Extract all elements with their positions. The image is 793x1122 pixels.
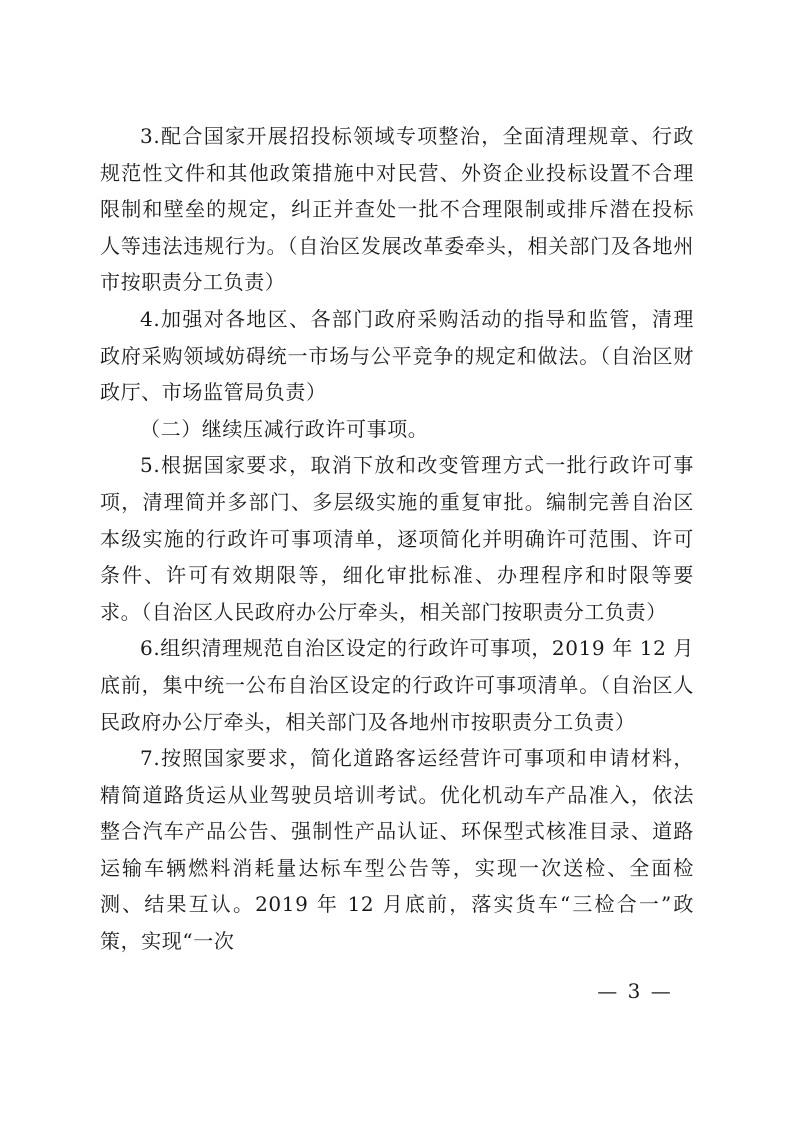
paragraph-item-3: 3.配合国家开展招投标领域专项整治，全面清理规章、行政规范性文件和其他政策措施中对民营、外资企业投标设置不合理限制和壁垒的规定，纠正并查处一批不合理限制或排斥潜在投标人等违法违规行为。（自治区发展改革委牵头，相关部门及各地州市按职责分工负责） — [100, 124, 694, 295]
section-heading-2: （二）继续压减行政许可事项。 — [140, 416, 429, 441]
paragraph-item-7: 7.按照国家要求，简化道路客运经营许可事项和申请材料，精简道路货运从业驾驶员培训考试。优化机动车产品准入，依法整合汽车产品公告、强制性产品认证、环保型式核准目录、道路运输车辆燃料消耗量达标车型公告等，实现一次送检、全面检测、结果互认。2019 年 12 月底前，落实货车“三检合一”政策，实现“一次 — [100, 746, 694, 954]
paragraph-item-6: 6.组织清理规范自治区设定的行政许可事项，2019 年 12 月底前，集中统一公布自治区设定的行政许可事项清单。（自治区人民政府办公厅牵头，相关部门及各地州市按职责分工负责） — [100, 636, 694, 734]
paragraph-item-5: 5.根据国家要求，取消下放和改变管理方式一批行政许可事项，清理简并多部门、多层级实施的重复审批。编制完善自治区本级实施的行政许可事项清单，逐项简化并明确许可范围、许可条件、许可有效期限等，细化审批标准、办理程序和时限等要求。（自治区人民政府办公厅牵头，相关部门按职责分工负责） — [100, 453, 694, 624]
paragraph-item-4: 4.加强对各地区、各部门政府采购活动的指导和监管，清理政府采购领域妨碍统一市场与公平竞争的规定和做法。（自治区财政厅、市场监管局负责） — [100, 306, 694, 405]
document-body — [100, 118, 694, 960]
page-number: — 3 — — [597, 979, 673, 1003]
